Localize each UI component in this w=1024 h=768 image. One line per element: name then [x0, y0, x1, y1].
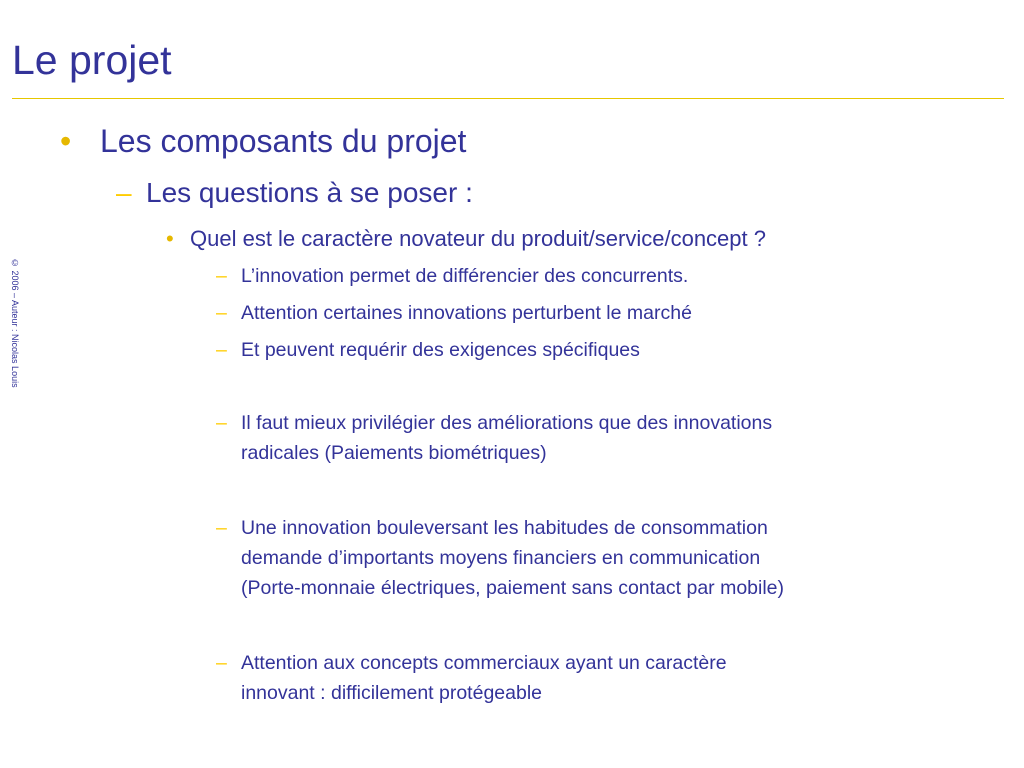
item-1-line-1: L’innovation permet de différencier des concurrents.: [241, 265, 689, 287]
item-6-line-1: Attention aux concepts commerciaux ayant un caractère: [241, 652, 727, 674]
item-6-line-2: innovant : difficilement protégeable: [241, 682, 543, 704]
item-2-line-1: Attention certaines innovations perturbent le marché: [241, 302, 692, 324]
item-3-line-1: Et peuvent requérir des exigences spécifiques: [241, 339, 640, 361]
level1-heading: Les composants du projet: [100, 123, 467, 159]
item-dash-icon: –: [216, 652, 227, 674]
level2-heading: Les questions à se poser :: [146, 177, 473, 208]
item-5-line-1: Une innovation bouleversant les habitudes de consommation: [241, 517, 768, 539]
slide-title: Le projet: [12, 37, 172, 83]
item-dash-icon: –: [216, 339, 227, 361]
item-dash-icon: –: [216, 265, 227, 287]
item-4-line-2: radicales (Paiements biométriques): [241, 442, 547, 464]
item-dash-icon: –: [216, 517, 227, 539]
item-5-line-2: demande d’importants moyens financiers en communication: [241, 547, 761, 569]
level3-question: Quel est le caractère novateur du produit/service/concept ?: [190, 226, 766, 251]
item-dash-icon: –: [216, 302, 227, 324]
item-5-line-3: (Porte-monnaie électriques, paiement sans contact par mobile): [241, 577, 785, 599]
level3-bullet-icon: •: [166, 226, 174, 251]
item-4-line-1: Il faut mieux privilégier des améliorations que des innovations: [241, 412, 773, 434]
title-divider: [12, 98, 1004, 99]
copyright-note: © 2006 – Auteur : Nicolas Louis: [10, 258, 20, 388]
level1-bullet-icon: •: [60, 123, 72, 159]
level2-dash-icon: –: [116, 177, 132, 208]
item-dash-icon: –: [216, 412, 227, 434]
